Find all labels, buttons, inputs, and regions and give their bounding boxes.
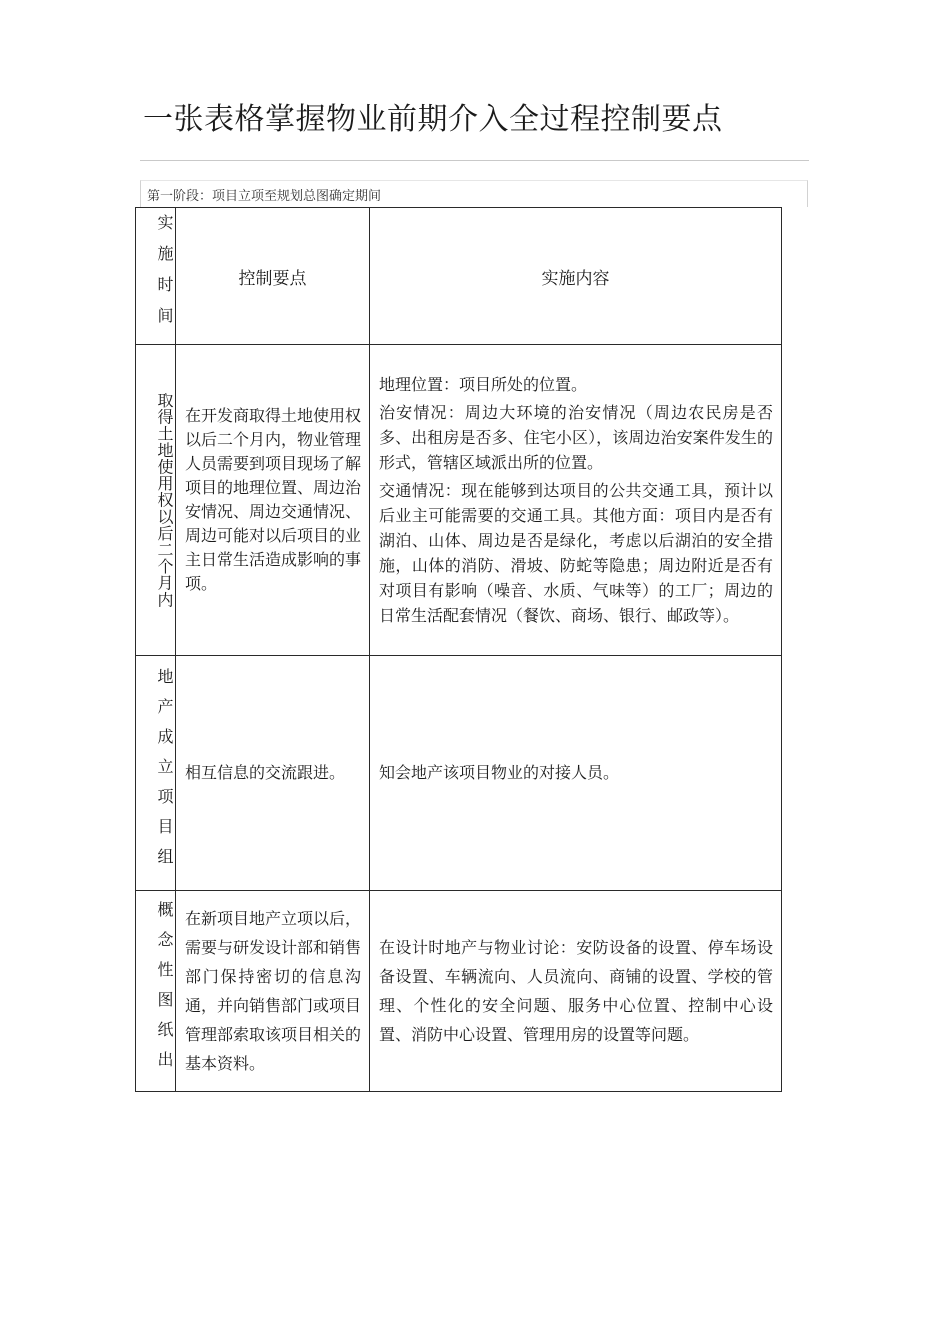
row-content <box>379 933 773 1049</box>
table-header-row <box>136 208 782 345</box>
document-title: 一张表格掌握物业前期介入全过程控制要点 <box>143 102 723 137</box>
row-content-cell <box>370 656 782 891</box>
header-content <box>370 208 782 345</box>
row-key-points: 在新项目地产立项以后，需要与研发设计部和销售部门保持密切的信息沟通，并向销售部门或项目管理部索取该项目相关的基本资料。 <box>185 909 362 1073</box>
row-time: 取得土地使用权以后二个月内 <box>155 392 174 608</box>
content-line: 在设计时地产与物业讨论：安防设备的设置、停车场设备设置、车辆流向、人员流向、商铺的设置、学校的管理、个性化的安全问题、服务中心位置、控制中心设置、消防中心设置、管理用房的设置等问题。 <box>379 938 773 1044</box>
header-key-points <box>176 208 370 345</box>
table-row <box>136 656 782 891</box>
title-divider <box>140 160 809 161</box>
row-key-cell <box>176 345 370 656</box>
control-points-table <box>135 207 782 1092</box>
table-row <box>136 891 782 1092</box>
row-time: 概念性图纸出 <box>155 901 174 1081</box>
content-line: 交通情况：现在能够到达项目的公共交通工具，预计以后业主可能需要的交通工具。其他方面：项目内是否有湖泊、山体、周边是否是绿化，考虑以后湖泊的安全措施，山体的消防、滑坡、防蛇等隐患；周边附近是否有对项目有影响（噪音、水质、气味等）的工厂；周边的日常生活配套情况（餐饮、商场、银行、邮政等）。 <box>379 481 773 625</box>
stage-header <box>140 180 808 207</box>
row-time-cell <box>136 345 176 656</box>
row-time-cell <box>136 656 176 891</box>
row-key-points: 相互信息的交流跟进。 <box>185 763 346 782</box>
stage-label: 第一阶段：项目立项至规划总图确定期间 <box>147 189 382 204</box>
row-content-cell <box>370 891 782 1092</box>
content-line: 地理位置：项目所处的位置。 <box>379 375 588 394</box>
content-line: 知会地产该项目物业的对接人员。 <box>379 763 620 782</box>
row-key-points: 在开发商取得土地使用权以后二个月内，物业管理人员需要到项目现场了解项目的地理位置、周边治安情况、周边交通情况、周边可能对以后项目的业主日常生活造成影响的事项。 <box>185 406 362 593</box>
table-row <box>136 345 782 656</box>
header-key-points-label: 控制要点 <box>238 268 307 289</box>
row-time: 地产成立项目组 <box>155 668 174 878</box>
header-content-label: 实施内容 <box>541 268 610 289</box>
header-time <box>136 208 176 345</box>
content-line: 治安情况：周边大环境的治安情况（周边农民房是否多、出租房是否多、住宅小区），该周边治安案件发生的形式，管辖区域派出所的位置。 <box>379 403 773 472</box>
row-content <box>379 761 773 785</box>
row-time-cell <box>136 891 176 1092</box>
row-content <box>379 372 773 628</box>
row-key-cell <box>176 891 370 1092</box>
row-key-cell <box>176 656 370 891</box>
header-time-label: 实施时间 <box>155 214 174 338</box>
row-content-cell <box>370 345 782 656</box>
